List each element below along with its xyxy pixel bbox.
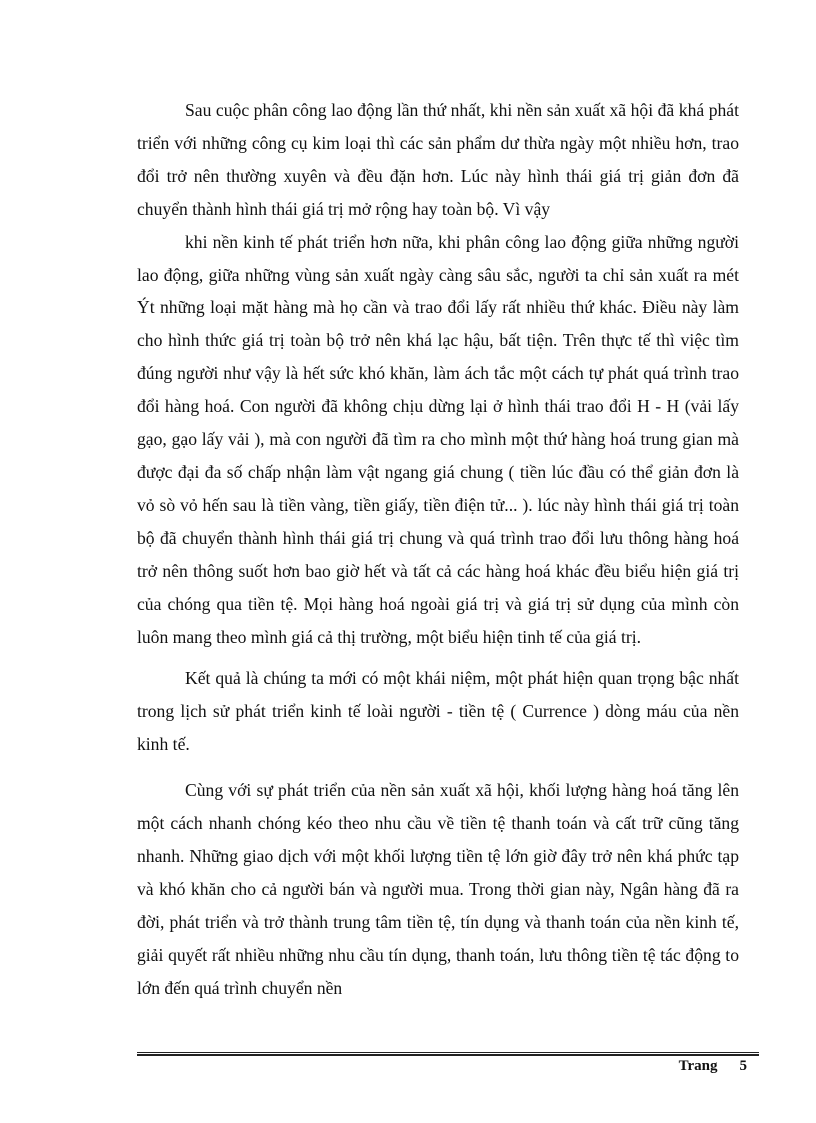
footer-divider: [137, 1052, 759, 1057]
page-footer: [679, 1058, 747, 1075]
page-number: 5: [739, 1058, 747, 1074]
body-text: [137, 94, 739, 1004]
paragraph-2: khi nền kinh tế phát triển hơn nữa, khi phân công lao động giữa những người lao động, giữa những vùng sản xuất ngày càng sâu sắc, người ta chỉ sản xuất ra mét Ýt những loại mặt hàng mà họ cần và trao đổi lấy rất nhiều thứ khác. Điều này làm cho hình thức giá trị toàn bộ trở nên khá lạc hậu, bất tiện. Trên thực tế thì việc tìm đúng người như vậy là hết sức khó khăn, làm ách tắc một cách tự phát quá trình trao đổi hàng hoá. Con người đã không chịu dừng lại ở hình thái trao đổi H - H (vải lấy gạo, gạo lấy vải ), mà con người đã tìm ra cho mình một thứ hàng hoá trung gian mà được đại đa số chấp nhận làm vật ngang giá chung ( tiền lúc đầu có thể giản đơn là vỏ sò vỏ hến sau là tiền vàng, tiền giấy, tiền điện tử... ). lúc này hình thái giá trị toàn bộ đã chuyển thành hình thái giá trị chung và quá trình trao đổi lưu thông hàng hoá trở nên thông suốt hơn bao giờ hết và tất cả các hàng hoá khác đều biểu hiện giá trị của chóng qua tiền tệ. Mọi hàng hoá ngoài giá trị và giá trị sử dụng của mình còn luôn mang theo mình giá cả thị trường, một biểu hiện tinh tế của giá trị.: [137, 231, 739, 647]
page-label: Trang: [678, 1058, 718, 1074]
paragraph-4: Cùng với sự phát triển của nền sản xuất xã hội, khối lượng hàng hoá tăng lên một cách nhanh chóng kéo theo nhu cầu về tiền tệ thanh toán và cất trữ cũng tăng nhanh. Những giao dịch với một khối lượng tiền tệ lớn giờ đây trở nên khá phức tạp và khó khăn cho cả người bán và người mua. Trong thời gian này, Ngân hàng đã ra đời, phát triển và trở thành trung tâm tiền tệ, tín dụng và thanh toán của nền kinh tế, giải quyết rất nhiều những nhu cầu tín dụng, thanh toán, lưu thông tiền tệ tác động to lớn đến quá trình chuyển nền: [137, 780, 739, 998]
paragraph-1: Sau cuộc phân công lao động lần thứ nhất, khi nền sản xuất xã hội đã khá phát triển với những công cụ kim loại thì các sản phẩm dư thừa ngày một nhiều hơn, trao đổi trở nên thường xuyên và đều đặn hơn. Lúc này hình thái giá trị giản đơn đã chuyển thành hình thái giá trị mở rộng hay toàn bộ. Vì vậy: [137, 100, 739, 219]
footer-divider-thick: [137, 1054, 759, 1056]
footer-divider-thin: [137, 1052, 759, 1053]
paragraph-3: Kết quả là chúng ta mới có một khái niệm, một phát hiện quan trọng bậc nhất trong lịch sử phát triển kinh tế loài người - tiền tệ ( Currence ) dòng máu của nền kinh tế.: [137, 668, 739, 755]
